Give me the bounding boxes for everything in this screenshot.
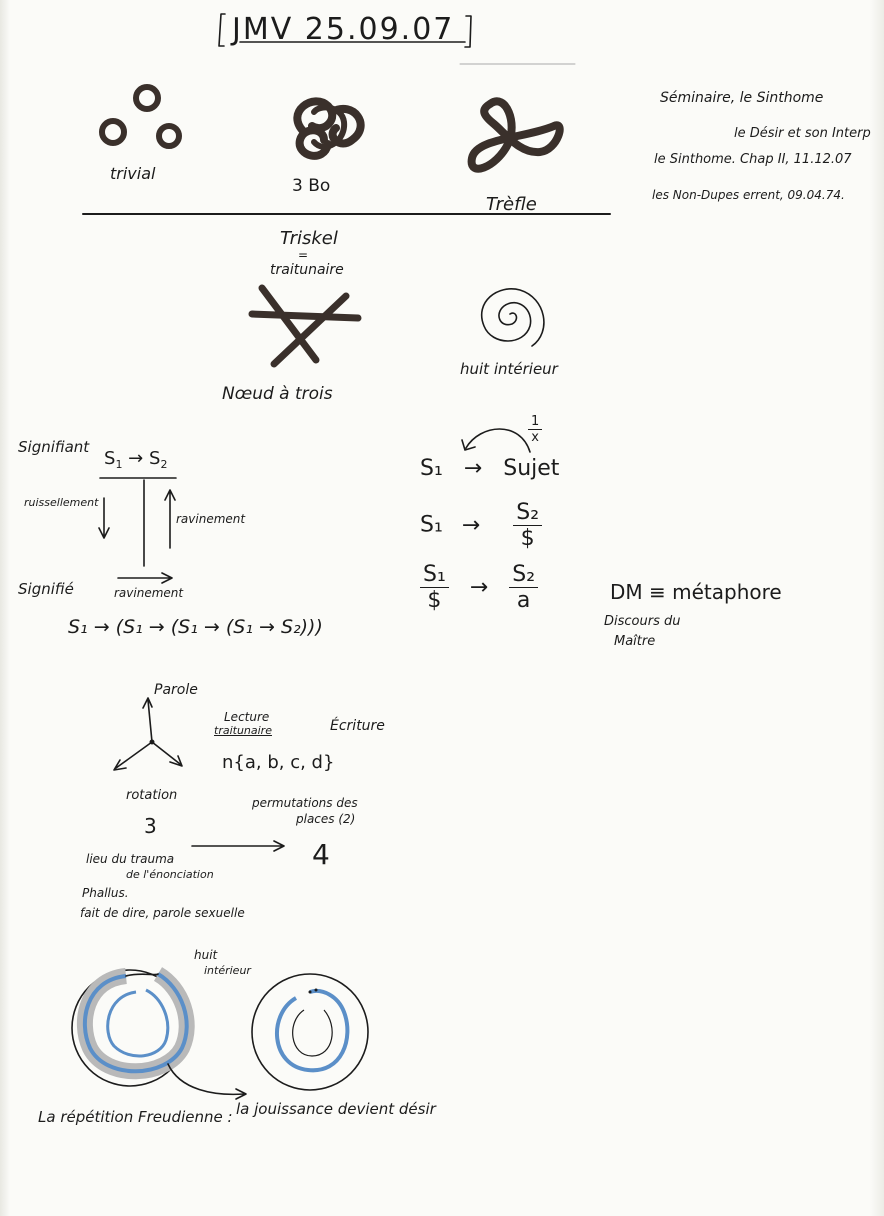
- signifiant-label: Signifiant: [18, 438, 90, 456]
- arrow: →: [128, 448, 144, 469]
- lecture-traitunaire-label: traitunaire: [214, 724, 272, 737]
- x: x: [531, 430, 539, 445]
- triskel-label: Triskel: [280, 228, 338, 249]
- noeud-trois-label: Nœud à trois: [222, 384, 333, 404]
- row2-arrow: →: [461, 513, 481, 538]
- row3-den: $: [427, 588, 442, 613]
- row3-rnum: S₂: [509, 562, 538, 588]
- permutations-label: permutations des: [252, 796, 358, 810]
- row3-arrow: →: [469, 575, 489, 600]
- reference-line-4: les Non-Dupes errent, 09.04.74.: [652, 188, 845, 202]
- enonciation-label: de l'énonciation: [126, 868, 214, 881]
- set-notation: n{a, b, c, d}: [222, 752, 335, 773]
- phallus-label: Phallus.: [82, 886, 129, 900]
- huit-label-bottom: huit: [194, 948, 218, 962]
- s2-sub: 2: [160, 458, 168, 471]
- knot-label-trefle: Trèfle: [486, 194, 537, 215]
- fait-de-dire-label: fait de dire, parole sexuelle: [80, 906, 245, 920]
- s1-sub: 1: [115, 458, 123, 471]
- row1-left: S₁: [420, 456, 443, 481]
- one: 1: [528, 414, 542, 430]
- lieu-trauma-label: lieu du trauma: [86, 852, 175, 866]
- reference-line-3: le Sinthome. Chap II, 11.12.07: [654, 152, 852, 167]
- row1-right: Sujet: [503, 456, 560, 481]
- repetition-label: La répétition Freudienne :: [38, 1108, 233, 1126]
- ravinement-label: ravinement: [176, 512, 246, 526]
- signifie-label: Signifié: [18, 580, 74, 598]
- row2-den: $: [520, 526, 535, 551]
- jouissance-label: la jouissance devient désir: [236, 1100, 436, 1118]
- row1-arrow: →: [463, 456, 483, 481]
- row3-num: S₁: [420, 562, 449, 588]
- maitre-label: Maître: [614, 634, 656, 649]
- lecture-label: Lecture: [224, 710, 270, 724]
- discours-label: Discours du: [604, 614, 681, 629]
- row2-left: S₁: [420, 512, 443, 538]
- rotation-label: rotation: [126, 788, 178, 803]
- row2-num: S₂: [513, 500, 542, 526]
- three-label: 3: [144, 814, 157, 838]
- huit-interieur-label: huit intérieur: [460, 360, 558, 378]
- places-label: places (2): [296, 812, 356, 826]
- reference-line-1: Séminaire, le Sinthome: [660, 90, 824, 106]
- parole-label: Parole: [154, 682, 198, 698]
- row3-rden: a: [516, 588, 531, 613]
- dm-metaphore: DM ≡ métaphore: [610, 580, 782, 604]
- page-title: JMV 25.09.07: [232, 12, 455, 47]
- ecriture-label: Écriture: [330, 718, 385, 734]
- repetition-right-drawing: [246, 970, 376, 1100]
- ruissellement-label: ruissellement: [24, 496, 99, 509]
- knot-label-bo: 3 Bo: [292, 176, 331, 196]
- signifier-formula: S₁ → (S₁ → (S₁ → (S₁ → S₂))): [68, 616, 323, 638]
- reference-line-2: le Désir et son Interp: [734, 126, 871, 141]
- triskel-traitunaire: traitunaire: [270, 262, 344, 278]
- interieur-label-bottom: intérieur: [204, 964, 251, 977]
- s2-letter: S: [149, 448, 161, 469]
- four-label: 4: [312, 838, 330, 871]
- ravinement-bottom-label: ravinement: [114, 586, 184, 600]
- knot-label-trivial: trivial: [110, 164, 156, 183]
- triskel-equals: =: [298, 248, 309, 262]
- s1-letter: S: [104, 448, 116, 469]
